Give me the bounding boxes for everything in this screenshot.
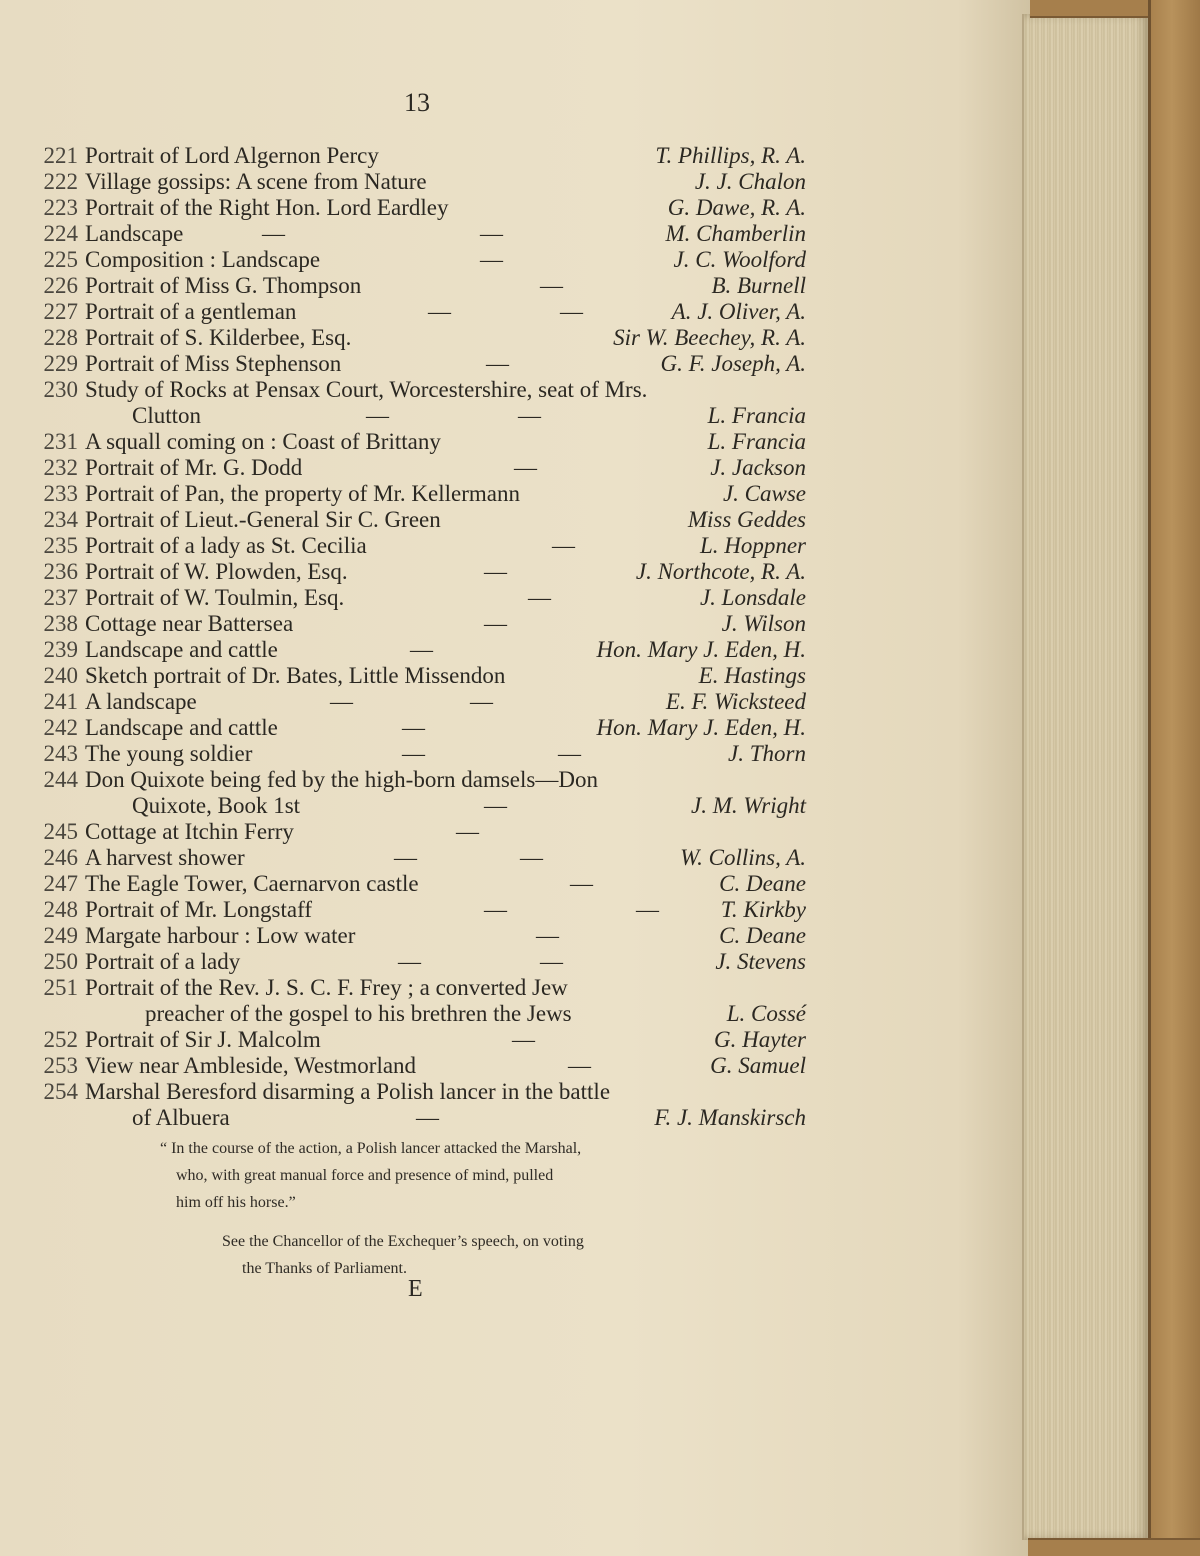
catalogue-entry — [0, 767, 1000, 792]
entry-number: 246 — [43, 845, 78, 870]
dash-separator: — — [456, 819, 479, 844]
entry-title-continuation: Quixote, Book 1st — [132, 793, 301, 818]
catalogue-entry — [0, 481, 1000, 506]
entry-artist: L. Cossé — [726, 1001, 806, 1026]
entry-artist: G. Samuel — [710, 1053, 806, 1078]
entry-artist: G. Dawe, R. A. — [667, 195, 806, 220]
catalogue-entry — [0, 949, 1000, 974]
catalogue-entry-continuation — [0, 1105, 1000, 1130]
entry-artist: J. Wilson — [721, 611, 806, 636]
entry-title: A landscape — [85, 689, 197, 714]
entry-number: 243 — [43, 741, 78, 766]
entry-title: Landscape and cattle — [85, 637, 278, 662]
dash-separator: — — [428, 299, 451, 324]
entry-number: 248 — [43, 897, 78, 922]
dash-separator: — — [484, 897, 507, 922]
footnote-quote-line: him off his horse.” — [176, 1194, 296, 1211]
entry-artist: G. Hayter — [714, 1027, 806, 1052]
entry-artist: F. J. Manskirsch — [654, 1105, 806, 1130]
entry-number: 221 — [43, 143, 78, 168]
entry-title: The young soldier — [85, 741, 253, 766]
entry-title: Portrait of Lieut.-General Sir C. Green — [85, 507, 441, 532]
catalogue-entry — [0, 351, 1000, 376]
entry-artist: J. C. Woolford — [673, 247, 806, 272]
entry-artist: T. Kirkby — [720, 897, 806, 922]
entry-artist: C. Deane — [719, 871, 806, 896]
entry-title: Cottage at Itchin Ferry — [85, 819, 294, 844]
entry-title: Portrait of Miss Stephenson — [85, 351, 342, 376]
entry-artist: M. Chamberlin — [665, 221, 806, 246]
entry-artist: J. Northcote, R. A. — [635, 559, 806, 584]
entry-artist: T. Phillips, R. A. — [655, 143, 806, 168]
dash-separator: — — [560, 299, 583, 324]
catalogue-entry — [0, 689, 1000, 714]
entry-artist: Miss Geddes — [687, 507, 806, 532]
entry-title: Study of Rocks at Pensax Court, Worcestershire, seat of Mrs. — [85, 377, 648, 402]
dash-separator: — — [552, 533, 575, 558]
entry-number: 226 — [43, 273, 78, 298]
dash-separator: — — [402, 715, 425, 740]
entry-artist: W. Collins, A. — [680, 845, 806, 870]
entry-title: Portrait of W. Toulmin, Esq. — [85, 585, 345, 610]
catalogue-entry — [0, 247, 1000, 272]
entry-title: Portrait of Mr. Longstaff — [85, 897, 312, 922]
entry-title: Marshal Beresford disarming a Polish lancer in the battle — [85, 1079, 611, 1104]
dash-separator: — — [636, 897, 659, 922]
entry-number: 254 — [43, 1079, 78, 1104]
catalogue-entry — [0, 741, 1000, 766]
entry-title: Portrait of a lady — [85, 949, 241, 974]
entry-title: Composition : Landscape — [85, 247, 321, 272]
dash-separator: — — [558, 741, 581, 766]
dash-separator: — — [540, 949, 563, 974]
entry-number: 250 — [43, 949, 78, 974]
dash-separator: — — [262, 221, 285, 246]
entry-number: 224 — [43, 221, 78, 246]
entry-number: 230 — [43, 377, 78, 402]
dash-separator: — — [398, 949, 421, 974]
entry-artist: J. Stevens — [715, 949, 806, 974]
entry-artist: L. Francia — [707, 403, 806, 428]
catalogue-entry — [0, 143, 1000, 168]
entry-title: Portrait of Pan, the property of Mr. Kellermann — [85, 481, 520, 506]
book-binding — [1148, 0, 1200, 1556]
dash-separator: — — [394, 845, 417, 870]
entry-number: 253 — [43, 1053, 78, 1078]
entry-artist: Sir W. Beechey, R. A. — [613, 325, 806, 350]
dash-separator: — — [402, 741, 425, 766]
entry-artist: J. M. Wright — [691, 793, 806, 818]
entry-number: 245 — [43, 819, 78, 844]
entry-title: A squall coming on : Coast of Brittany — [85, 429, 441, 454]
binding-bottom — [1028, 1538, 1200, 1556]
entry-number: 233 — [43, 481, 78, 506]
entry-number: 240 — [43, 663, 78, 688]
dash-separator: — — [570, 871, 593, 896]
catalogue-entry — [0, 1053, 1000, 1078]
entry-title: View near Ambleside, Westmorland — [85, 1053, 417, 1078]
catalogue-entry — [0, 325, 1000, 350]
catalogue-entry — [0, 533, 1000, 558]
dash-separator: — — [540, 273, 563, 298]
entry-title: Portrait of Lord Algernon Percy — [85, 143, 379, 168]
entry-artist: A. J. Oliver, A. — [671, 299, 806, 324]
dash-separator: — — [520, 845, 543, 870]
entry-number: 223 — [43, 195, 78, 220]
dash-separator: — — [484, 611, 507, 636]
entry-artist: E. F. Wicksteed — [665, 689, 806, 714]
dash-separator: — — [486, 351, 509, 376]
footnote-quote-line: “ In the course of the action, a Polish lancer attacked the Marshal, — [160, 1140, 582, 1157]
catalogue-entry — [0, 871, 1000, 896]
dash-separator: — — [512, 1027, 535, 1052]
catalogue-entry — [0, 637, 1000, 662]
entry-title: Portrait of Sir J. Malcolm — [85, 1027, 321, 1052]
entry-number: 239 — [43, 637, 78, 662]
entry-artist: G. F. Joseph, A. — [660, 351, 806, 376]
entry-number: 242 — [43, 715, 78, 740]
catalogue-entry — [0, 377, 1000, 402]
dash-separator: — — [480, 247, 503, 272]
catalogue-entry — [0, 1079, 1000, 1104]
entry-artist: J. Lonsdale — [699, 585, 806, 610]
page-fore-edge — [1022, 14, 1150, 1540]
catalogue-entry — [0, 897, 1000, 922]
catalogue-entry — [0, 169, 1000, 194]
entry-title: Landscape — [85, 221, 184, 246]
entry-number: 222 — [43, 169, 78, 194]
entry-number: 247 — [43, 871, 78, 896]
dash-separator: — — [536, 923, 559, 948]
entry-number: 232 — [43, 455, 78, 480]
entry-artist: Hon. Mary J. Eden, H. — [596, 715, 806, 740]
entry-title: Sketch portrait of Dr. Bates, Little Missendon — [85, 663, 506, 688]
entry-artist: J. J. Chalon — [694, 169, 806, 194]
dash-separator: — — [410, 637, 433, 662]
entry-number: 249 — [43, 923, 78, 948]
dash-separator: — — [366, 403, 389, 428]
entry-number: 252 — [43, 1027, 78, 1052]
dash-separator: — — [416, 1105, 439, 1130]
entry-artist: L. Francia — [707, 429, 806, 454]
entry-title-continuation: Clutton — [132, 403, 202, 428]
catalogue-entry-continuation — [0, 403, 1000, 428]
catalogue-entry — [0, 1027, 1000, 1052]
entry-artist: L. Hoppner — [699, 533, 806, 558]
entry-title: Don Quixote being fed by the high-born damsels—Don — [85, 767, 598, 792]
entry-artist: B. Burnell — [711, 273, 806, 298]
entry-number: 229 — [43, 351, 78, 376]
entry-number: 244 — [43, 767, 78, 792]
catalogue-entry-continuation — [0, 793, 1000, 818]
entry-title: Portrait of a lady as St. Cecilia — [85, 533, 367, 558]
entry-title: Portrait of Miss G. Thompson — [85, 273, 362, 298]
entry-title: Portrait of the Right Hon. Lord Eardley — [85, 195, 449, 220]
footnote-source-line: See the Chancellor of the Exchequer’s speech, on voting — [222, 1233, 584, 1250]
dash-separator: — — [484, 793, 507, 818]
footnote-source-line: the Thanks of Parliament. — [242, 1260, 407, 1277]
dash-separator: — — [484, 559, 507, 584]
entry-title: Margate harbour : Low water — [85, 923, 356, 948]
dash-separator: — — [480, 221, 503, 246]
entry-artist: J. Thorn — [728, 741, 806, 766]
catalogue-entry-continuation — [0, 1001, 1000, 1026]
catalogue-entry — [0, 611, 1000, 636]
entry-number: 234 — [43, 507, 78, 532]
dash-separator: — — [518, 403, 541, 428]
catalogue-entry — [0, 585, 1000, 610]
entry-number: 228 — [43, 325, 78, 350]
catalogue-entry — [0, 663, 1000, 688]
catalogue-entry — [0, 455, 1000, 480]
catalogue-entry — [0, 819, 1000, 844]
entry-title: Cottage near Battersea — [85, 611, 294, 636]
entry-title: Portrait of the Rev. J. S. C. F. Frey ; a converted Jew — [85, 975, 568, 1000]
entry-artist: J. Cawse — [722, 481, 806, 506]
entry-number: 235 — [43, 533, 78, 558]
entry-title: Landscape and cattle — [85, 715, 278, 740]
catalogue-entry — [0, 845, 1000, 870]
footnote-quote-line: who, with great manual force and presence of mind, pulled — [176, 1167, 554, 1184]
entry-artist: Hon. Mary J. Eden, H. — [596, 637, 806, 662]
entry-title: Portrait of S. Kilderbee, Esq. — [85, 325, 352, 350]
entry-title: Portrait of Mr. G. Dodd — [85, 455, 303, 480]
signature-mark: E — [408, 1276, 423, 1302]
catalogue-entry — [0, 715, 1000, 740]
dash-separator: — — [330, 689, 353, 714]
catalogue-entry — [0, 975, 1000, 1000]
entry-number: 241 — [43, 689, 78, 714]
dash-separator: — — [568, 1053, 591, 1078]
page-number: 13 — [404, 88, 430, 117]
dash-separator: — — [514, 455, 537, 480]
entry-number: 236 — [43, 559, 78, 584]
entry-number: 251 — [43, 975, 78, 1000]
catalogue-entry — [0, 429, 1000, 454]
catalogue-entry — [0, 299, 1000, 324]
entry-title-continuation: preacher of the gospel to his brethren the Jews — [145, 1001, 572, 1026]
catalogue-entry — [0, 221, 1000, 246]
catalogue-entry — [0, 195, 1000, 220]
entry-number: 227 — [43, 299, 78, 324]
entry-number: 238 — [43, 611, 78, 636]
entry-number: 231 — [43, 429, 78, 454]
catalogue-entry — [0, 559, 1000, 584]
entry-title: Portrait of a gentleman — [85, 299, 297, 324]
dash-separator: — — [528, 585, 551, 610]
catalogue-entry — [0, 273, 1000, 298]
catalogue-entry — [0, 923, 1000, 948]
entry-artist: C. Deane — [719, 923, 806, 948]
entry-number: 237 — [43, 585, 78, 610]
catalogue-entry — [0, 507, 1000, 532]
entry-artist: J. Jackson — [710, 455, 806, 480]
entry-title: Portrait of W. Plowden, Esq. — [85, 559, 348, 584]
entry-title: Village gossips: A scene from Nature — [85, 169, 427, 194]
entry-title-continuation: of Albuera — [132, 1105, 230, 1130]
entry-title: A harvest shower — [85, 845, 245, 870]
dash-separator: — — [470, 689, 493, 714]
entry-artist: E. Hastings — [698, 663, 806, 688]
entry-number: 225 — [43, 247, 78, 272]
entry-title: The Eagle Tower, Caernarvon castle — [85, 871, 419, 896]
